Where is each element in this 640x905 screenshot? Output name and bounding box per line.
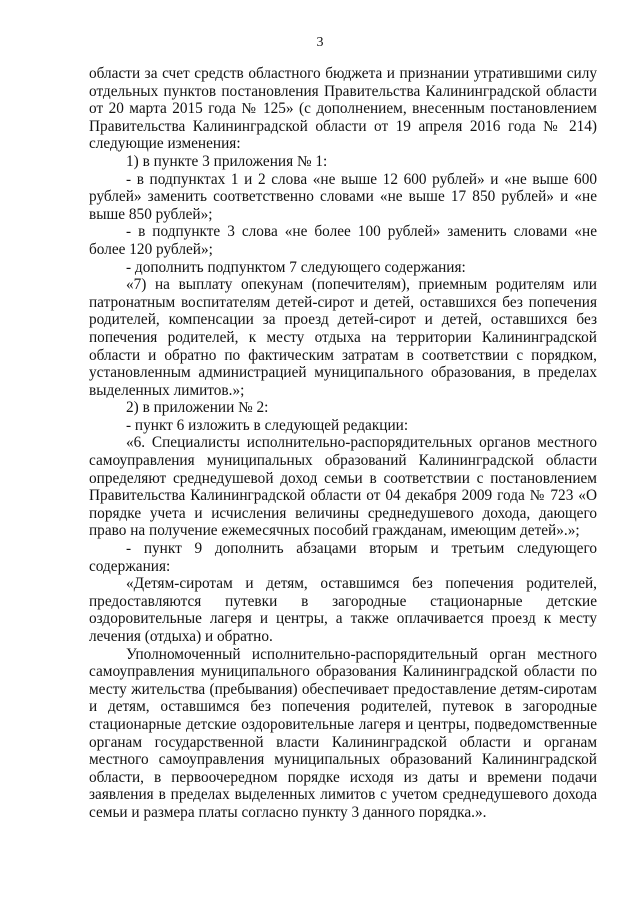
paragraph-subitem-7-text: «7) на выплату опекунам (попечителям), приемным родителям или патронатным воспитателям детей-сирот и детей, оставшихся без попечения родителей, компенсации за проезд детей-сирот и детей, оставшихся без попечения родителей, к месту отдыха на территории Калининградской области и обратно по фактическим затратам в соответствии с порядком, установленным администрацией муниципального образования, в пределах выделенных лимитов.»; <box>89 276 597 399</box>
paragraph-item-1: 1) в пункте 3 приложения № 1: <box>126 152 328 170</box>
paragraph-point-9-third: Уполномоченный исполнительно-распорядительный орган местного самоуправления муниципального образования Калининградской области по месту жительства (пребывания) обеспечивает предоставление детям-сиротам и детям, оставшимся без попечения родителей, путевок в загородные стационарные детские оздоровительные лагеря и центры, подведомственные органам государственной власти Калининградской области и органам местного самоуправления муниципальных образований Калининградской области, в первоочередном порядке исходя из даты и времени подачи заявления в пределах выделенных лимитов с учетом среднедушевого дохода семьи и размера платы согласно пункту 3 данного порядка.». <box>89 645 597 821</box>
paragraph-point-6-text: «6. Специалисты исполнительно-распорядительных органов местного самоуправления муниципальных образований Калининградской области определяют среднедушевой доход семьи в соответствии с постановлением Правительства Калининградской области от 04 декабря 2009 года № 723 «О порядке учета и исчисления величины среднедушевого дохода, дающего право на получение ежемесячных пособий гражданам, имеющим детей».»; <box>89 434 597 540</box>
paragraph-point-9: - пункт 9 дополнить абзацами вторым и третьим следующего содержания: <box>89 540 597 575</box>
paragraph-point-6: - пункт 6 изложить в следующей редакции: <box>126 416 409 434</box>
paragraph-intro: области за счет средств областного бюджета и признании утратившими силу отдельных пунктов постановления Правительства Калининградской области от 20 марта 2015 года № 125» (с дополнением, внесенным постановлением Правительства Калининградской области от 19 апреля 2016 года № 214) следующие изменения: <box>89 65 597 153</box>
paragraph-item-2: 2) в приложении № 2: <box>126 399 269 417</box>
page-number: 3 <box>316 35 324 50</box>
paragraph-subitem-3: - в подпункте 3 слова «не более 100 рублей» заменить словами «не более 120 рублей»; <box>89 223 597 258</box>
document-body <box>89 65 597 822</box>
paragraph-add-subitem-7: - дополнить подпунктом 7 следующего содержания: <box>126 258 466 276</box>
paragraph-point-9-second: «Детям-сиротам и детям, оставшимся без попечения родителей, предоставляются путевки в загородные стационарные детские оздоровительные лагеря и центры, а также оплачивается проезд к месту лечения (отдыха) и обратно. <box>89 575 597 645</box>
paragraph-subitems-1-2: - в подпунктах 1 и 2 слова «не выше 12 600 рублей» и «не выше 600 рублей» заменить соответственно словами «не выше 17 850 рублей» и «не выше 850 рублей»; <box>89 170 597 223</box>
